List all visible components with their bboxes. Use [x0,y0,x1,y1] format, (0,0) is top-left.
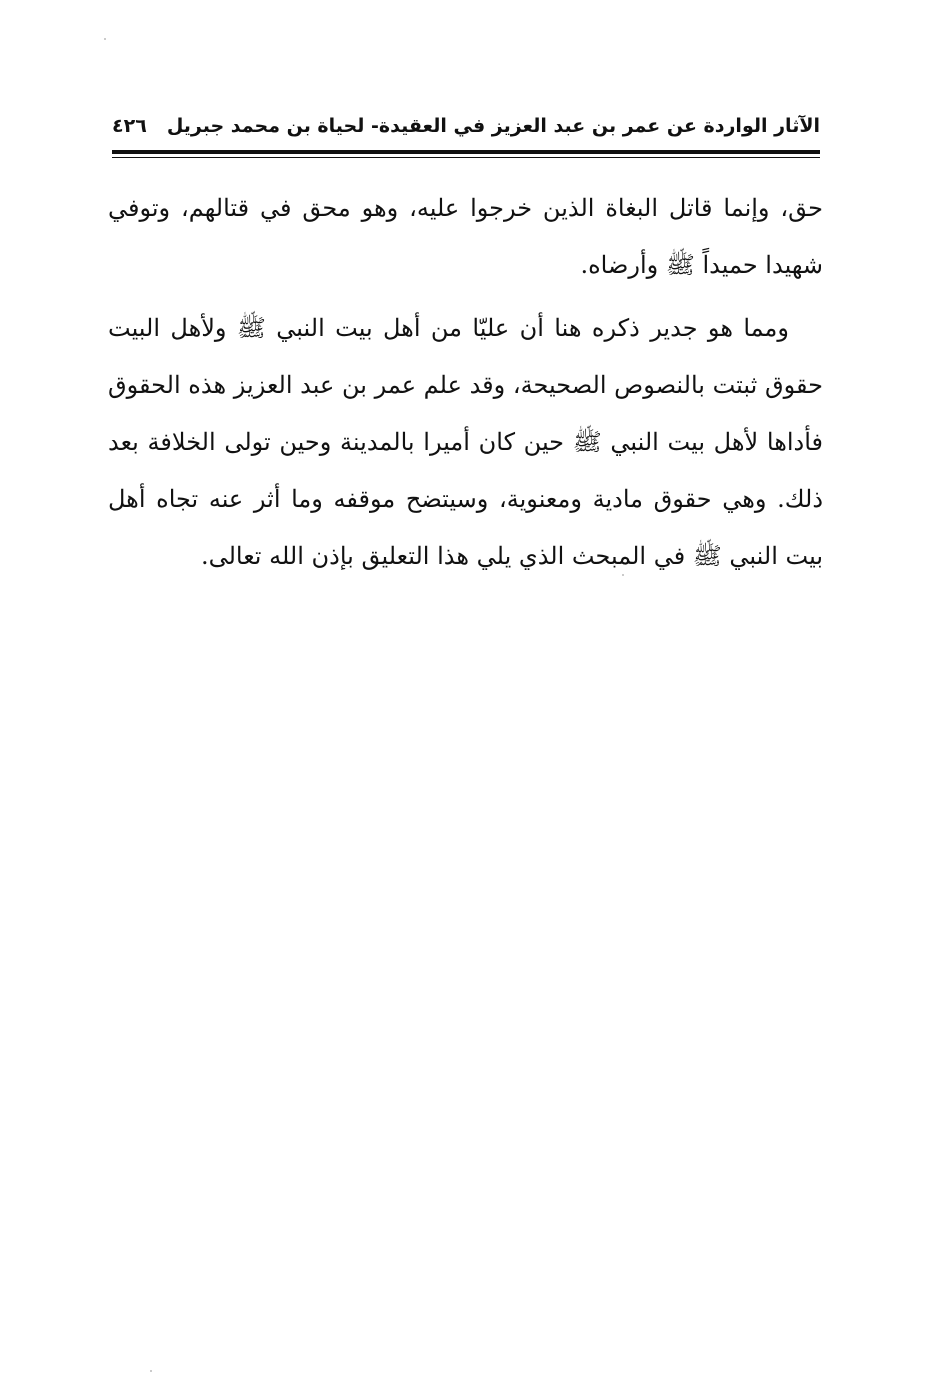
running-header [112,112,820,148]
scan-speck [622,574,624,576]
paragraph-2: ومما هو جدير ذكره هنا أن عليّا من أهل بيت النبي ﷺ ولأهل البيت حقوق ثبتت بالنصوص الصحيحة، وقد علم عمر بن عبد العزيز هذه الحقوق فأداها لأهل بيت النبي ﷺ حين كان أميرا بالمدينة وحين تولى الخلافة بعد ذلك. وهي حقوق مادية ومعنوية، وسيتضح موقفه وما أثر عنه تجاه أهل بيت النبي ﷺ في المبحث الذي يلي هذا التعليق بإذن الله تعالى. [108,314,823,570]
header-rule-thick [112,150,820,154]
running-header-title: الآثار الواردة عن عمر بن عبد العزيز في العقيدة- لحياة بن محمد جبريل [166,115,820,137]
body-text [108,180,823,585]
paragraph-1: حق، وإنما قاتل البغاة الذين خرجوا عليه، وهو محق في قتالهم، وتوفي شهيدا حميداً ﷺ وأرضاه. [108,194,823,279]
scan-speck [150,1370,152,1372]
page-number: ٤٢٦ [112,115,147,137]
header-rule-thin [112,157,820,158]
scan-speck [104,38,106,40]
